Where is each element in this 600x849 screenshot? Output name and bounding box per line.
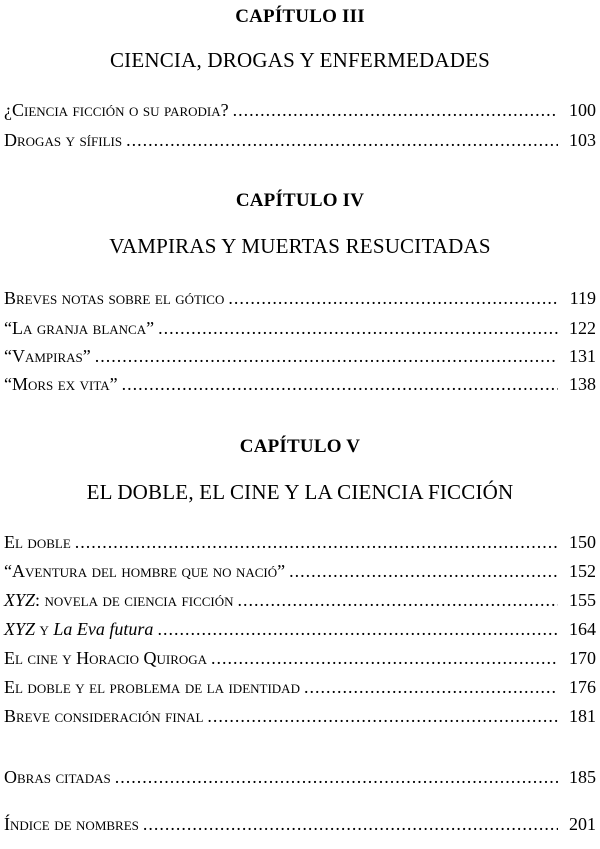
toc-entry[interactable]	[4, 767, 596, 791]
dot-leader	[126, 130, 558, 151]
dot-leader	[115, 767, 558, 788]
toc-entry-title	[4, 590, 234, 611]
dot-leader	[158, 318, 558, 339]
toc-entry-title: “Aventura del hombre que no nació”	[4, 561, 286, 581]
dot-leader	[207, 706, 558, 727]
toc-entry-page: 170	[569, 648, 596, 668]
toc-entry[interactable]	[4, 130, 596, 154]
toc-entry-title: “Mors ex vita”	[4, 374, 118, 394]
chapter-label: CAPÍTULO V	[239, 436, 361, 457]
toc-entry[interactable]	[4, 648, 596, 672]
toc-entry-title-rest: : novela de ciencia ficción	[35, 590, 234, 610]
toc-entry-page: 131	[569, 346, 596, 366]
toc-entry-page: 150	[569, 532, 596, 552]
toc-entry[interactable]	[4, 374, 596, 398]
dot-leader	[95, 346, 558, 367]
dot-leader	[233, 100, 558, 121]
toc-entry-page: 181	[569, 706, 596, 726]
toc-entry-page: 138	[569, 374, 596, 394]
toc-entry-page: 185	[569, 767, 596, 787]
toc-entry-title: Índice de nombres	[4, 814, 139, 834]
toc-entry-title-mid: y	[35, 619, 54, 639]
toc-entry[interactable]	[4, 706, 596, 730]
dot-leader	[122, 374, 558, 395]
toc-entry-title: Obras citadas	[4, 767, 111, 787]
dot-leader	[211, 648, 558, 669]
dot-leader	[304, 677, 558, 698]
chapter-title: CIENCIA, DROGAS Y ENFERMEDADES	[109, 48, 491, 72]
toc-entry[interactable]	[4, 590, 596, 614]
toc-entry[interactable]	[4, 318, 596, 342]
toc-entry-page: 119	[569, 288, 596, 308]
toc-entry[interactable]	[4, 814, 596, 838]
dot-leader	[157, 619, 558, 640]
toc-entry-page: 122	[569, 318, 596, 338]
toc-entry-page: 100	[569, 100, 596, 120]
toc-entry-title: El cine y Horacio Quiroga	[4, 648, 208, 668]
toc-entry[interactable]	[4, 561, 596, 585]
toc-entry-title	[4, 619, 153, 640]
chapter-title: VAMPIRAS Y MUERTAS RESUCITADAS	[109, 234, 491, 258]
toc-entry[interactable]	[4, 532, 596, 556]
toc-entry[interactable]	[4, 288, 596, 312]
toc-entry[interactable]	[4, 619, 596, 643]
toc-entry-title: ¿Ciencia ficción o su parodia?	[4, 100, 229, 120]
chapter-label: CAPÍTULO IV	[235, 190, 365, 211]
toc-entry[interactable]	[4, 346, 596, 370]
toc-entry-page: 201	[569, 814, 596, 834]
toc-entry-page: 176	[569, 677, 596, 697]
toc-entry-title: El doble y el problema de la identidad	[4, 677, 300, 697]
toc-entry-title: “Vampiras”	[4, 346, 91, 366]
toc-entry-title-italic: XYZ	[4, 590, 36, 610]
toc-entry-title: Breves notas sobre el gótico	[4, 288, 225, 308]
toc-entry-page: 164	[569, 619, 596, 639]
chapter-label: CAPÍTULO III	[235, 6, 365, 27]
dot-leader	[228, 288, 558, 309]
toc-entry[interactable]	[4, 100, 596, 124]
dot-leader	[238, 590, 558, 611]
chapter-title: EL DOBLE, EL CINE Y LA CIENCIA FICCIÓN	[86, 480, 514, 504]
toc-entry-title: El doble	[4, 532, 71, 552]
toc-entry-page: 103	[569, 130, 596, 150]
toc-entry-title: Drogas y sífilis	[4, 130, 123, 150]
toc-entry-title-italic: XYZ	[4, 619, 36, 639]
toc-entry-title: “La granja blanca”	[4, 318, 155, 338]
toc-entry-page: 155	[569, 590, 596, 610]
toc-entry[interactable]	[4, 677, 596, 701]
toc-entry-title: Breve consideración final	[4, 706, 204, 726]
toc-entry-title-italic-2: La Eva futura	[53, 619, 154, 639]
toc-entry-page: 152	[569, 561, 596, 581]
dot-leader	[143, 814, 558, 835]
dot-leader	[289, 561, 558, 582]
dot-leader	[75, 532, 558, 553]
